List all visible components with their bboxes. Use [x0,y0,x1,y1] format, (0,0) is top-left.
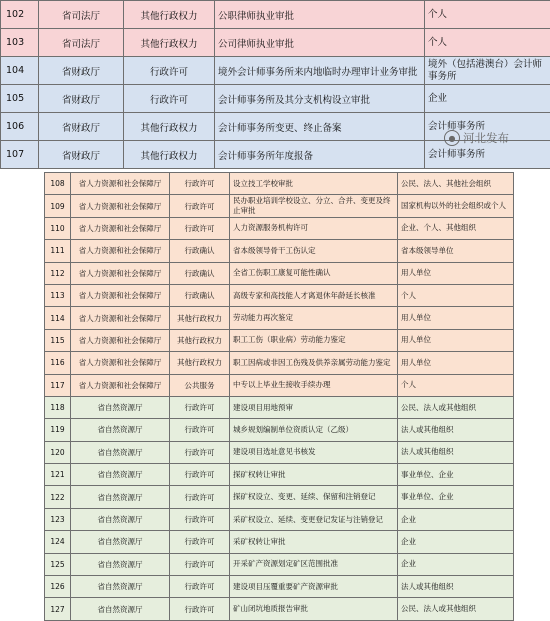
item-name-cell: 开采矿产资源划定矿区范围批准 [230,553,398,575]
row-number-cell: 106 [1,113,39,141]
target-object-cell: 事业单位、企业 [398,464,514,486]
department-cell: 省自然资源厅 [71,396,170,418]
power-type-cell: 其他行政权力 [124,29,215,57]
power-type-cell: 行政许可 [170,396,230,418]
table-row [45,396,514,418]
department-cell: 省人力资源和社会保障厅 [71,284,170,306]
target-object-cell: 事业单位、企业 [398,486,514,508]
row-number-cell: 122 [45,486,71,508]
wechat-icon: ● [444,130,460,146]
department-cell: 省自然资源厅 [71,553,170,575]
target-object-cell: 个人 [398,284,514,306]
table-row [45,352,514,374]
power-type-cell: 行政许可 [170,441,230,463]
power-type-cell: 行政许可 [170,598,230,620]
department-cell: 省司法厅 [39,1,124,29]
table-row [45,195,514,217]
item-name-cell: 全省工伤职工康复可能性确认 [230,262,398,284]
department-cell: 省人力资源和社会保障厅 [71,195,170,217]
item-name-cell: 劳动能力再次鉴定 [230,307,398,329]
target-object-cell: 法人或其他组织 [398,576,514,598]
row-number-cell: 115 [45,329,71,351]
table-row [45,598,514,620]
item-name-cell: 探矿权转让审批 [230,464,398,486]
row-number-cell: 114 [45,307,71,329]
department-cell: 省财政厅 [39,57,124,85]
department-cell: 省自然资源厅 [71,576,170,598]
power-type-cell: 其他行政权力 [170,352,230,374]
row-number-cell: 124 [45,531,71,553]
department-cell: 省人力资源和社会保障厅 [71,262,170,284]
power-type-cell: 行政许可 [170,195,230,217]
power-type-cell: 行政许可 [170,217,230,239]
table-row [1,57,550,85]
table-row [45,553,514,575]
department-cell: 省司法厅 [39,29,124,57]
target-object-cell: 会计师事务所 [425,113,550,141]
row-number-cell: 121 [45,464,71,486]
item-name-cell: 境外会计师事务所来内地临时办理审计业务审批 [215,57,425,85]
department-cell: 省人力资源和社会保障厅 [71,217,170,239]
row-number-cell: 123 [45,508,71,530]
power-type-cell: 行政许可 [170,464,230,486]
row-number-cell: 118 [45,396,71,418]
target-object-cell: 个人 [425,1,550,29]
table-row [45,240,514,262]
item-name-cell: 建设项目用地预审 [230,396,398,418]
target-object-cell: 企业、个人、其他组织 [398,217,514,239]
table-row [1,85,550,113]
table-row [45,508,514,530]
table-row [45,173,514,195]
target-object-cell: 用人单位 [398,307,514,329]
bottom-table-body [45,173,514,621]
item-name-cell: 建设项目压覆重要矿产资源审批 [230,576,398,598]
table-row [1,1,550,29]
target-object-cell: 法人或其他组织 [398,441,514,463]
row-number-cell: 125 [45,553,71,575]
power-type-cell: 行政许可 [124,85,215,113]
target-object-cell: 用人单位 [398,329,514,351]
item-name-cell: 民办职业培训学校设立、分立、合并、变更及终止审批 [230,195,398,217]
table-row [45,284,514,306]
row-number-cell: 102 [1,1,39,29]
power-type-cell: 行政许可 [170,553,230,575]
row-number-cell: 113 [45,284,71,306]
target-object-cell: 企业 [398,508,514,530]
table-row [1,29,550,57]
watermark [444,130,509,146]
department-cell: 省自然资源厅 [71,419,170,441]
target-object-cell: 省本级领导单位 [398,240,514,262]
row-number-cell: 104 [1,57,39,85]
power-type-cell: 其他行政权力 [170,307,230,329]
power-type-cell: 行政许可 [170,576,230,598]
item-name-cell: 设立技工学校审批 [230,173,398,195]
department-cell: 省人力资源和社会保障厅 [71,329,170,351]
target-object-cell: 用人单位 [398,262,514,284]
department-cell: 省财政厅 [39,85,124,113]
item-name-cell: 采矿权转让审批 [230,531,398,553]
power-type-cell: 行政许可 [170,531,230,553]
item-name-cell: 职工工伤（职业病）劳动能力鉴定 [230,329,398,351]
row-number-cell: 112 [45,262,71,284]
row-number-cell: 120 [45,441,71,463]
power-type-cell: 其他行政权力 [124,113,215,141]
target-object-cell: 法人或其他组织 [398,419,514,441]
power-type-cell: 行政许可 [170,486,230,508]
target-object-cell: 会计师事务所 [425,141,550,169]
bottom-table [44,172,514,621]
department-cell: 省财政厅 [39,113,124,141]
department-cell: 省自然资源厅 [71,464,170,486]
department-cell: 省自然资源厅 [71,531,170,553]
power-type-cell: 其他行政权力 [124,1,215,29]
table-row [45,262,514,284]
department-cell: 省人力资源和社会保障厅 [71,352,170,374]
target-object-cell: 企业 [398,553,514,575]
target-object-cell: 个人 [425,29,550,57]
department-cell: 省人力资源和社会保障厅 [71,173,170,195]
target-object-cell: 公民、法人、其他社会组织 [398,173,514,195]
power-type-cell: 行政许可 [170,419,230,441]
department-cell: 省人力资源和社会保障厅 [71,307,170,329]
item-name-cell: 省本级领导骨干工伤认定 [230,240,398,262]
item-name-cell: 中专以上毕业生接收手续办理 [230,374,398,396]
table-row [45,531,514,553]
table-row [45,576,514,598]
item-name-cell: 会计师事务所及其分支机构设立审批 [215,85,425,113]
department-cell: 省自然资源厅 [71,508,170,530]
department-cell: 省自然资源厅 [71,441,170,463]
table-row [45,307,514,329]
department-cell: 省自然资源厅 [71,486,170,508]
row-number-cell: 110 [45,217,71,239]
row-number-cell: 126 [45,576,71,598]
department-cell: 省人力资源和社会保障厅 [71,374,170,396]
department-cell: 省财政厅 [39,141,124,169]
target-object-cell: 国家机构以外的社会组织或个人 [398,195,514,217]
row-number-cell: 119 [45,419,71,441]
row-number-cell: 108 [45,173,71,195]
item-name-cell: 矿山闭坑地质报告审批 [230,598,398,620]
item-name-cell: 公职律师执业审批 [215,1,425,29]
watermark-text: 河北发布 [463,131,509,145]
item-name-cell: 城乡规划编制单位资质认定（乙级） [230,419,398,441]
target-object-cell: 境外（包括港澳台）会计师事务所 [425,57,550,85]
row-number-cell: 109 [45,195,71,217]
item-name-cell: 会计师事务所变更、终止备案 [215,113,425,141]
item-name-cell: 会计师事务所年度报备 [215,141,425,169]
power-type-cell: 行政确认 [170,240,230,262]
power-type-cell: 行政许可 [170,173,230,195]
power-type-cell: 行政许可 [170,508,230,530]
department-cell: 省人力资源和社会保障厅 [71,240,170,262]
table-row [45,441,514,463]
power-type-cell: 行政确认 [170,262,230,284]
table-row [45,374,514,396]
row-number-cell: 117 [45,374,71,396]
table-row [45,329,514,351]
power-type-cell: 其他行政权力 [170,329,230,351]
item-name-cell: 公司律师执业审批 [215,29,425,57]
item-name-cell: 高级专家和高技能人才离退休年龄延长核准 [230,284,398,306]
item-name-cell: 建设项目选址意见书核发 [230,441,398,463]
row-number-cell: 105 [1,85,39,113]
target-object-cell: 个人 [398,374,514,396]
target-object-cell: 公民、法人或其他组织 [398,598,514,620]
power-type-cell: 行政许可 [124,57,215,85]
power-type-cell: 行政确认 [170,284,230,306]
table-row [45,464,514,486]
item-name-cell: 人力资源服务机构许可 [230,217,398,239]
row-number-cell: 127 [45,598,71,620]
row-number-cell: 103 [1,29,39,57]
target-object-cell: 用人单位 [398,352,514,374]
power-type-cell: 公共服务 [170,374,230,396]
power-type-cell: 其他行政权力 [124,141,215,169]
item-name-cell: 采矿权设立、延续、变更登记发证与注销登记 [230,508,398,530]
target-object-cell: 公民、法人或其他组织 [398,396,514,418]
target-object-cell: 企业 [425,85,550,113]
target-object-cell: 企业 [398,531,514,553]
table-row [45,419,514,441]
item-name-cell: 探矿权设立、变更、延续、保留和注销登记 [230,486,398,508]
item-name-cell: 职工因病或非因工伤残及供养亲属劳动能力鉴定 [230,352,398,374]
row-number-cell: 116 [45,352,71,374]
row-number-cell: 111 [45,240,71,262]
table-row [45,486,514,508]
row-number-cell: 107 [1,141,39,169]
table-row [45,217,514,239]
department-cell: 省自然资源厅 [71,598,170,620]
